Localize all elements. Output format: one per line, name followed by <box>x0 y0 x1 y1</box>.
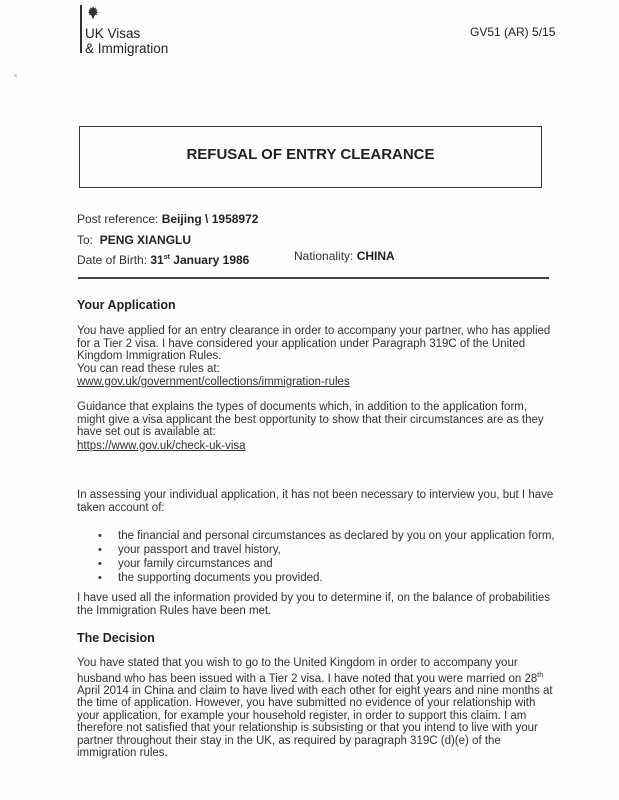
rules-intro: You can read these rules at: <box>77 363 220 375</box>
decision-text-a: You have stated that you wish to go to the United Kingdom in order to accompany your husband who has been issued with a Tier 2 visa. I have noted that you were married on 28 <box>77 657 538 685</box>
nationality-value: CHINA <box>356 249 395 263</box>
dob-day: 31 <box>150 253 164 267</box>
nationality <box>294 249 395 263</box>
recipient-name: PENG XIANGLU <box>99 233 192 247</box>
application-intro: You have applied for an entry clearance in order to accompany your partner, who has applied for a Tier 2 visa. I have considered your application under Paragraph 319C of the United Kingdom Immigration Rules. <box>77 325 551 362</box>
org-name <box>85 26 168 56</box>
form-reference: GV51 (AR) 5/15 <box>470 25 556 39</box>
nationality-label: Nationality: <box>294 249 354 263</box>
decision-paragraph <box>77 657 557 760</box>
considerations-list <box>98 529 558 585</box>
dob-label: Date of Birth: <box>77 253 148 267</box>
decision-text-b: April 2014 in China and claim to have lived with each other for eight years and nine months at the time of application. However, you have submitted no evidence of your relationship with your application, for example your household register, in order to support this claim. I am therefore not satisfied that your relationship is subsisting or that you intend to live with your partner throughout their stay in the UK, as required by paragraph 319C (d)(e) of the immigration rules. <box>77 684 553 760</box>
dob-month-year: January 1986 <box>169 253 250 267</box>
section-heading-application: Your Application <box>77 298 176 312</box>
guidance-link[interactable]: https://www.gov.uk/check-uk-visa <box>77 440 246 452</box>
post-reference-label: Post reference: <box>77 212 159 226</box>
post-reference-value: Beijing \ 1958972 <box>161 212 259 226</box>
org-name-line1: UK Visas <box>85 26 141 41</box>
recipient <box>77 233 191 247</box>
scan-speck <box>14 74 17 77</box>
recipient-label: To: <box>77 233 94 247</box>
dob-suffix: st <box>163 254 170 261</box>
list-item: • your family circumstances and <box>98 557 558 571</box>
document-title: REFUSAL OF ENTRY CLEARANCE <box>186 146 435 163</box>
determination-paragraph: I have used all the information provided by you to determine if, on the balance of probabilities the Immigration Rules have been met. <box>77 592 551 617</box>
post-reference <box>77 212 258 226</box>
assessment-paragraph: In assessing your individual application, it has not been necessary to interview you, but I have taken account of: <box>77 489 554 514</box>
royal-crest-icon <box>87 6 99 20</box>
date-of-birth <box>77 253 249 267</box>
org-name-line2: & Immigration <box>85 41 169 56</box>
rules-link[interactable]: www.gov.uk/government/collections/immigration-rules <box>77 376 350 388</box>
decision-date-suffix: th <box>537 671 544 679</box>
section-heading-decision: The Decision <box>77 631 155 645</box>
section-divider <box>78 277 549 279</box>
list-item: • your passport and travel history, <box>98 543 558 557</box>
list-item: • the financial and personal circumstances as declared by you on your application form, <box>98 529 558 543</box>
list-item: • the supporting documents you provided. <box>98 571 558 585</box>
logo-divider <box>80 5 82 53</box>
guidance-paragraph: Guidance that explains the types of documents which, in addition to the application form, might give a visa applicant the best opportunity to show that their circumstances are as they have set out is available at: <box>77 401 544 438</box>
